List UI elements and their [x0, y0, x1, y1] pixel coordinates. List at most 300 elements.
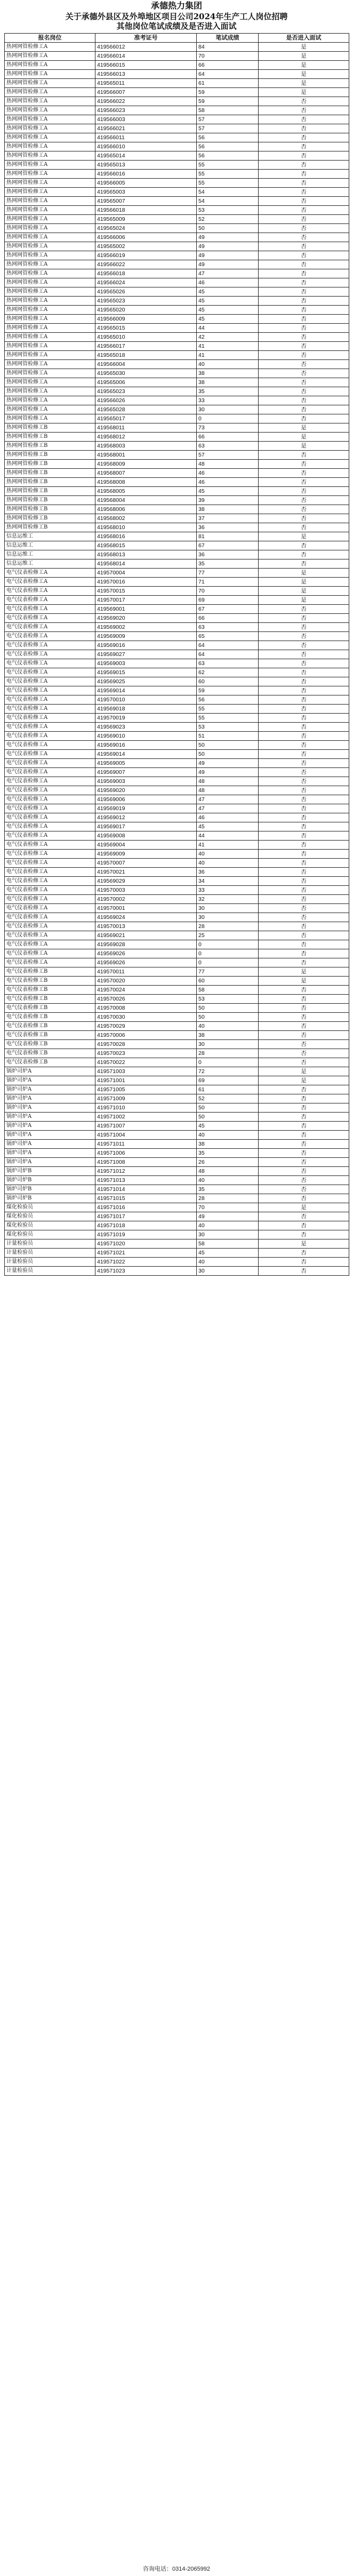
cell-score: 47	[197, 795, 259, 804]
cell-ticket-number: 419566018	[95, 206, 197, 215]
cell-score: 50	[197, 1103, 259, 1113]
table-row	[5, 1140, 349, 1149]
cell-interview: 否	[259, 287, 349, 297]
results-table	[4, 33, 349, 1276]
cell-interview: 否	[259, 360, 349, 369]
table-row	[5, 632, 349, 641]
cell-score: 81	[197, 532, 259, 541]
table-row	[5, 442, 349, 451]
cell-interview: 否	[259, 278, 349, 287]
cell-interview: 否	[259, 768, 349, 777]
cell-position: 电气仪表检修工A	[5, 741, 95, 750]
cell-interview: 否	[259, 487, 349, 496]
cell-position: 电气仪表检修工A	[5, 587, 95, 596]
cell-interview: 否	[259, 523, 349, 532]
cell-score: 53	[197, 206, 259, 215]
table-row	[5, 578, 349, 587]
cell-score: 40	[197, 1221, 259, 1230]
cell-interview: 否	[259, 124, 349, 133]
cell-interview: 否	[259, 1122, 349, 1131]
cell-ticket-number: 419571004	[95, 1131, 197, 1140]
cell-ticket-number: 419569026	[95, 949, 197, 958]
cell-interview: 否	[259, 831, 349, 841]
cell-interview: 否	[259, 723, 349, 732]
table-row	[5, 877, 349, 886]
cell-position: 电气仪表检修工A	[5, 605, 95, 614]
table-row	[5, 967, 349, 977]
table-row	[5, 1212, 349, 1221]
cell-score: 40	[197, 1258, 259, 1267]
table-row	[5, 1004, 349, 1013]
notice-subtitle: 其他岗位笔试成绩及是否进入面试	[116, 21, 237, 31]
cell-position: 热网网管检修工A	[5, 242, 95, 251]
cell-ticket-number: 419570015	[95, 587, 197, 596]
cell-position: 电气仪表检修工A	[5, 614, 95, 623]
cell-ticket-number: 419565009	[95, 215, 197, 224]
table-row	[5, 795, 349, 804]
table-row	[5, 859, 349, 868]
cell-interview: 是	[259, 569, 349, 578]
cell-position: 电气仪表检修工B	[5, 995, 95, 1004]
cell-score: 61	[197, 79, 259, 88]
cell-score: 59	[197, 88, 259, 97]
table-row	[5, 1094, 349, 1103]
cell-score: 51	[197, 732, 259, 741]
table-row	[5, 197, 349, 206]
cell-ticket-number: 419568011	[95, 423, 197, 433]
cell-score: 52	[197, 1094, 259, 1103]
cell-interview: 否	[259, 931, 349, 940]
cell-position: 热网网管检修工A	[5, 106, 95, 115]
table-row	[5, 70, 349, 79]
cell-score: 70	[197, 52, 259, 61]
cell-ticket-number: 419570024	[95, 986, 197, 995]
cell-position: 热网网管检修工A	[5, 324, 95, 333]
cell-position: 电气仪表检修工A	[5, 714, 95, 723]
cell-position: 电气仪表检修工B	[5, 986, 95, 995]
table-row	[5, 79, 349, 88]
cell-position: 热网网管检修工A	[5, 79, 95, 88]
table-row	[5, 1076, 349, 1085]
cell-interview: 否	[259, 170, 349, 179]
cell-ticket-number: 419569015	[95, 668, 197, 677]
table-row	[5, 206, 349, 215]
cell-score: 56	[197, 142, 259, 151]
cell-position: 热网网管检修工A	[5, 351, 95, 360]
cell-position: 电气仪表检修工A	[5, 723, 95, 732]
cell-ticket-number: 419569016	[95, 741, 197, 750]
cell-interview: 是	[259, 43, 349, 52]
cell-score: 30	[197, 1267, 259, 1276]
table-row	[5, 822, 349, 831]
cell-score: 65	[197, 632, 259, 641]
cell-position: 电气仪表检修工A	[5, 668, 95, 677]
cell-position: 电气仪表检修工A	[5, 750, 95, 759]
cell-ticket-number: 419568001	[95, 451, 197, 460]
table-row	[5, 1131, 349, 1140]
cell-position: 电气仪表检修工B	[5, 1058, 95, 1067]
cell-interview: 否	[259, 369, 349, 378]
table-row	[5, 133, 349, 142]
table-row	[5, 668, 349, 677]
cell-ticket-number: 419566019	[95, 251, 197, 260]
cell-interview: 否	[259, 986, 349, 995]
cell-interview: 否	[259, 750, 349, 759]
cell-interview: 否	[259, 1113, 349, 1122]
cell-position: 热网网管检修工A	[5, 360, 95, 369]
table-row	[5, 895, 349, 904]
cell-score: 30	[197, 405, 259, 414]
cell-interview: 否	[259, 777, 349, 786]
cell-score: 64	[197, 650, 259, 659]
cell-score: 60	[197, 977, 259, 986]
cell-position: 锅炉司炉B	[5, 1194, 95, 1203]
cell-position: 热网网管检修工A	[5, 251, 95, 260]
table-row	[5, 650, 349, 659]
cell-ticket-number: 419569016	[95, 641, 197, 650]
table-row	[5, 1122, 349, 1131]
cell-position: 热网网管检修工A	[5, 287, 95, 297]
cell-interview: 是	[259, 532, 349, 541]
cell-interview: 否	[259, 378, 349, 387]
cell-score: 61	[197, 1085, 259, 1094]
cell-position: 电气仪表检修工A	[5, 877, 95, 886]
table-row	[5, 1067, 349, 1076]
cell-position: 电气仪表检修工A	[5, 705, 95, 714]
cell-interview: 否	[259, 541, 349, 550]
cell-position: 热网网管检修工B	[5, 451, 95, 460]
cell-ticket-number: 419570028	[95, 1040, 197, 1049]
cell-interview: 否	[259, 133, 349, 142]
cell-score: 58	[197, 986, 259, 995]
cell-position: 信息运维工	[5, 532, 95, 541]
cell-interview: 否	[259, 188, 349, 197]
cell-score: 50	[197, 224, 259, 233]
cell-ticket-number: 419569028	[95, 940, 197, 949]
table-row	[5, 88, 349, 97]
table-row	[5, 188, 349, 197]
cell-position: 热网网管检修工A	[5, 315, 95, 324]
cell-score: 38	[197, 1140, 259, 1149]
cell-interview: 否	[259, 1131, 349, 1140]
table-row	[5, 351, 349, 360]
cell-interview: 否	[259, 260, 349, 269]
cell-score: 25	[197, 931, 259, 940]
cell-position: 电气仪表检修工A	[5, 841, 95, 850]
cell-ticket-number: 419566016	[95, 170, 197, 179]
cell-score: 49	[197, 251, 259, 260]
cell-interview: 否	[259, 297, 349, 306]
cell-position: 热网网管检修工B	[5, 433, 95, 442]
cell-score: 45	[197, 822, 259, 831]
cell-ticket-number: 419566012	[95, 43, 197, 52]
cell-position: 电气仪表检修工A	[5, 895, 95, 904]
cell-position: 信息运维工	[5, 550, 95, 559]
cell-interview: 否	[259, 1258, 349, 1267]
table-row	[5, 179, 349, 188]
cell-score: 49	[197, 260, 259, 269]
cell-position: 锅炉司炉A	[5, 1158, 95, 1167]
cell-interview: 否	[259, 315, 349, 324]
cell-position: 电气仪表检修工A	[5, 677, 95, 686]
cell-interview: 否	[259, 460, 349, 469]
cell-interview: 否	[259, 251, 349, 260]
cell-ticket-number: 419571013	[95, 1176, 197, 1185]
cell-interview: 否	[259, 795, 349, 804]
cell-interview: 否	[259, 995, 349, 1004]
table-row	[5, 750, 349, 759]
table-body	[5, 43, 349, 1276]
cell-score: 28	[197, 1049, 259, 1058]
cell-position: 锅炉司炉A	[5, 1103, 95, 1113]
cell-score: 59	[197, 97, 259, 106]
table-row	[5, 677, 349, 686]
cell-score: 49	[197, 1212, 259, 1221]
table-row	[5, 804, 349, 813]
cell-interview: 否	[259, 1212, 349, 1221]
cell-interview: 否	[259, 1031, 349, 1040]
cell-ticket-number: 419569029	[95, 877, 197, 886]
cell-position: 电气仪表检修工A	[5, 623, 95, 632]
cell-position: 热网网管检修工A	[5, 387, 95, 396]
cell-ticket-number: 419568012	[95, 433, 197, 442]
cell-ticket-number: 419568004	[95, 496, 197, 505]
table-row	[5, 142, 349, 151]
cell-ticket-number: 419566003	[95, 115, 197, 124]
table-row	[5, 161, 349, 170]
cell-ticket-number: 419565020	[95, 306, 197, 315]
cell-position: 电气仪表检修工A	[5, 795, 95, 804]
cell-ticket-number: 419568008	[95, 478, 197, 487]
cell-interview: 否	[259, 841, 349, 850]
cell-position: 电气仪表检修工A	[5, 822, 95, 831]
cell-ticket-number: 419570002	[95, 895, 197, 904]
cell-position: 热网网管检修工A	[5, 179, 95, 188]
cell-score: 63	[197, 623, 259, 632]
cell-interview: 否	[259, 705, 349, 714]
column-header-interview: 是否进入面试	[259, 34, 349, 43]
cell-interview: 是	[259, 1067, 349, 1076]
table-row	[5, 170, 349, 179]
cell-interview: 否	[259, 197, 349, 206]
table-row	[5, 977, 349, 986]
cell-ticket-number: 419569012	[95, 813, 197, 822]
cell-position: 电气仪表检修工A	[5, 958, 95, 967]
cell-interview: 否	[259, 804, 349, 813]
cell-score: 77	[197, 967, 259, 977]
cell-interview: 否	[259, 1249, 349, 1258]
cell-position: 电气仪表检修工A	[5, 886, 95, 895]
cell-score: 49	[197, 242, 259, 251]
cell-position: 信息运维工	[5, 559, 95, 569]
cell-ticket-number: 419565013	[95, 161, 197, 170]
cell-score: 39	[197, 496, 259, 505]
cell-score: 35	[197, 1149, 259, 1158]
cell-position: 热网网管检修工A	[5, 188, 95, 197]
cell-position: 煤化检验员	[5, 1221, 95, 1230]
cell-ticket-number: 419571007	[95, 1122, 197, 1131]
cell-position: 热网网管检修工A	[5, 278, 95, 287]
cell-position: 电气仪表检修工A	[5, 732, 95, 741]
table-row	[5, 886, 349, 895]
cell-score: 46	[197, 469, 259, 478]
cell-interview: 是	[259, 433, 349, 442]
cell-position: 电气仪表检修工A	[5, 831, 95, 841]
cell-interview: 否	[259, 233, 349, 242]
cell-interview: 否	[259, 677, 349, 686]
table-row	[5, 623, 349, 632]
table-row	[5, 369, 349, 378]
cell-interview: 否	[259, 215, 349, 224]
cell-score: 45	[197, 1122, 259, 1131]
table-row	[5, 940, 349, 949]
cell-ticket-number: 419569006	[95, 795, 197, 804]
cell-score: 70	[197, 587, 259, 596]
cell-position: 电气仪表检修工A	[5, 786, 95, 795]
cell-position: 锅炉司炉B	[5, 1167, 95, 1176]
cell-interview: 否	[259, 786, 349, 795]
cell-interview: 否	[259, 1058, 349, 1067]
table-row	[5, 233, 349, 242]
cell-score: 72	[197, 1067, 259, 1076]
cell-score: 56	[197, 133, 259, 142]
cell-position: 电气仪表检修工A	[5, 578, 95, 587]
cell-position: 热网网管检修工A	[5, 170, 95, 179]
cell-ticket-number: 419571003	[95, 1067, 197, 1076]
table-row	[5, 922, 349, 931]
cell-score: 73	[197, 423, 259, 433]
cell-score: 30	[197, 913, 259, 922]
cell-interview: 否	[259, 922, 349, 931]
table-row	[5, 532, 349, 541]
cell-interview: 否	[259, 1230, 349, 1239]
cell-ticket-number: 419569021	[95, 931, 197, 940]
table-row	[5, 695, 349, 705]
cell-interview: 否	[259, 206, 349, 215]
table-header-row	[5, 34, 349, 43]
cell-interview: 是	[259, 967, 349, 977]
cell-interview: 否	[259, 1158, 349, 1167]
cell-ticket-number: 419571018	[95, 1221, 197, 1230]
cell-interview: 是	[259, 977, 349, 986]
cell-interview: 否	[259, 859, 349, 868]
cell-score: 67	[197, 541, 259, 550]
cell-interview: 否	[259, 868, 349, 877]
table-row	[5, 569, 349, 578]
cell-interview: 否	[259, 387, 349, 396]
cell-interview: 否	[259, 904, 349, 913]
cell-position: 计量检验员	[5, 1258, 95, 1267]
table-row	[5, 1103, 349, 1113]
cell-score: 49	[197, 759, 259, 768]
cell-interview: 否	[259, 242, 349, 251]
cell-ticket-number: 419565010	[95, 333, 197, 342]
cell-ticket-number: 419566006	[95, 233, 197, 242]
cell-score: 63	[197, 659, 259, 668]
cell-position: 热网网管检修工A	[5, 97, 95, 106]
cell-interview: 否	[259, 1267, 349, 1276]
table-row	[5, 641, 349, 650]
cell-position: 电气仪表检修工A	[5, 569, 95, 578]
cell-ticket-number: 419570026	[95, 995, 197, 1004]
table-row	[5, 106, 349, 115]
cell-ticket-number: 419570019	[95, 714, 197, 723]
cell-score: 44	[197, 831, 259, 841]
cell-score: 45	[197, 306, 259, 315]
table-row	[5, 1049, 349, 1058]
table-row	[5, 43, 349, 52]
cell-interview: 否	[259, 505, 349, 514]
table-row	[5, 1167, 349, 1176]
cell-interview: 否	[259, 714, 349, 723]
cell-position: 热网网管检修工A	[5, 142, 95, 151]
table-row	[5, 1230, 349, 1239]
cell-position: 煤化检验员	[5, 1212, 95, 1221]
cell-score: 30	[197, 1230, 259, 1239]
table-row	[5, 714, 349, 723]
cell-interview: 否	[259, 813, 349, 822]
cell-ticket-number: 419570001	[95, 904, 197, 913]
cell-score: 48	[197, 786, 259, 795]
cell-position: 热网网管检修工A	[5, 414, 95, 423]
cell-score: 38	[197, 1031, 259, 1040]
cell-ticket-number: 419568006	[95, 505, 197, 514]
cell-score: 44	[197, 324, 259, 333]
cell-position: 电气仪表检修工A	[5, 913, 95, 922]
cell-score: 40	[197, 360, 259, 369]
cell-score: 36	[197, 550, 259, 559]
cell-score: 55	[197, 705, 259, 714]
cell-ticket-number: 419571014	[95, 1185, 197, 1194]
table-row	[5, 478, 349, 487]
cell-ticket-number: 419571023	[95, 1267, 197, 1276]
cell-position: 电气仪表检修工A	[5, 813, 95, 822]
cell-position: 热网网管检修工A	[5, 396, 95, 405]
cell-score: 38	[197, 369, 259, 378]
cell-score: 48	[197, 460, 259, 469]
cell-position: 锅炉司炉B	[5, 1185, 95, 1194]
table-row	[5, 387, 349, 396]
table-row	[5, 732, 349, 741]
cell-ticket-number: 419571017	[95, 1212, 197, 1221]
table-row	[5, 469, 349, 478]
table-row	[5, 242, 349, 251]
cell-position: 电气仪表检修工A	[5, 804, 95, 813]
cell-interview: 是	[259, 423, 349, 433]
cell-score: 33	[197, 396, 259, 405]
cell-score: 36	[197, 868, 259, 877]
cell-interview: 否	[259, 895, 349, 904]
cell-ticket-number: 419571008	[95, 1158, 197, 1167]
cell-ticket-number: 419570006	[95, 1031, 197, 1040]
table-row	[5, 396, 349, 405]
cell-score: 58	[197, 1239, 259, 1249]
cell-position: 锅炉司炉B	[5, 1176, 95, 1185]
cell-position: 热网网管检修工A	[5, 369, 95, 378]
table-row	[5, 360, 349, 369]
cell-position: 热网网管检修工A	[5, 297, 95, 306]
cell-position: 电气仪表检修工A	[5, 759, 95, 768]
cell-position: 电气仪表检修工A	[5, 850, 95, 859]
table-row	[5, 777, 349, 786]
cell-ticket-number: 419570003	[95, 886, 197, 895]
table-row	[5, 1058, 349, 1067]
cell-ticket-number: 419569002	[95, 623, 197, 632]
cell-ticket-number: 419571021	[95, 1249, 197, 1258]
cell-score: 56	[197, 695, 259, 705]
cell-score: 48	[197, 1167, 259, 1176]
cell-position: 热网网管检修工A	[5, 260, 95, 269]
